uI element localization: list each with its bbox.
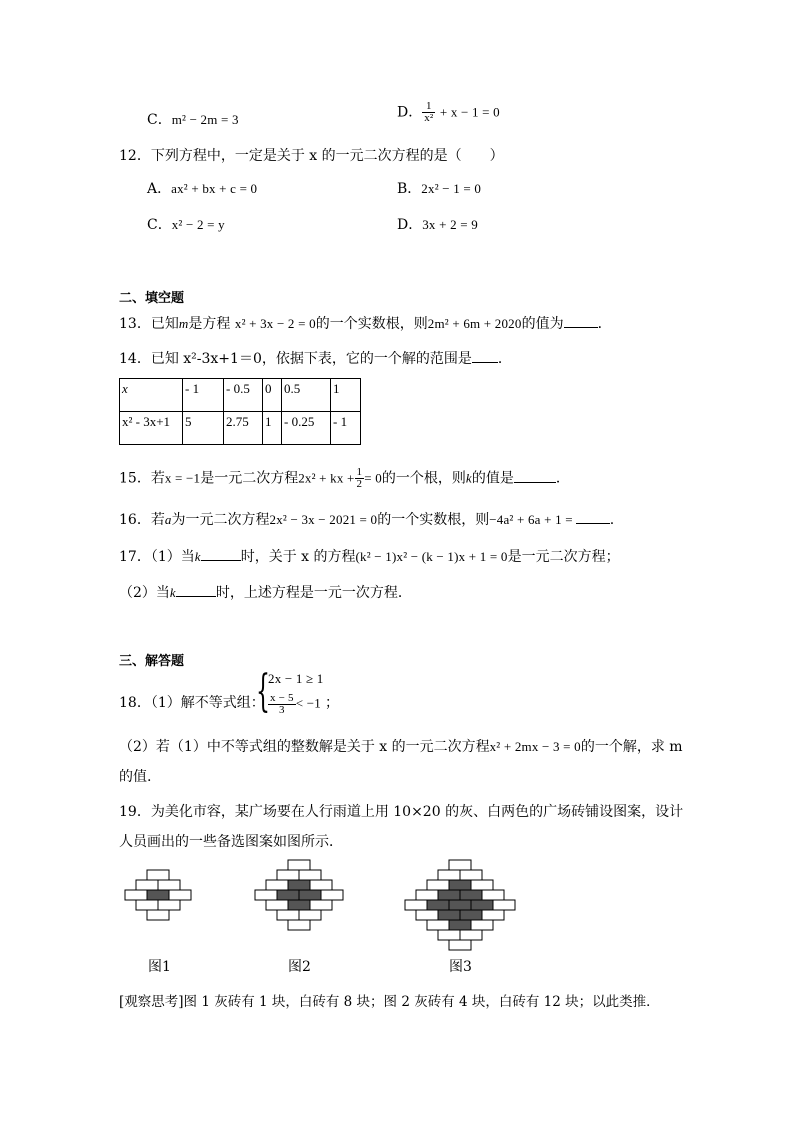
q14-text: 14．已知 x²-3x+1＝0，依据下表，它的一个解的范围是 — [119, 351, 472, 367]
white-tile — [125, 890, 147, 900]
q13 — [119, 313, 612, 333]
white-tile — [136, 900, 158, 910]
q14 — [119, 348, 512, 368]
q18-part2-line2: 的值. — [119, 769, 152, 785]
gray-tile — [288, 880, 310, 890]
white-tile — [416, 910, 438, 920]
q17-part2 — [119, 582, 412, 602]
q18-ineq2 — [268, 693, 321, 716]
q18-ineq2-fraction — [268, 693, 296, 716]
gray-tile — [460, 910, 482, 920]
q15-eq-b: = 0 — [364, 470, 382, 486]
table-cell: x — [120, 379, 183, 412]
q15-suffix: 的值是 — [471, 470, 514, 487]
q12-option-d — [397, 214, 478, 234]
white-tile — [299, 910, 321, 920]
q11-c-expr: m² − 2m = 3 — [171, 112, 239, 127]
white-tile — [438, 870, 460, 880]
white-tile — [405, 900, 427, 910]
q12-a-expr: ax² + bx + c = 0 — [171, 181, 258, 196]
q13-answer-blank[interactable] — [564, 315, 598, 328]
white-tile — [266, 900, 288, 910]
gray-tile — [449, 900, 471, 910]
q15-frac-den: 2 — [356, 478, 363, 490]
q14-answer-blank[interactable] — [472, 350, 498, 363]
q13-suffix: 的值为 — [521, 316, 564, 332]
table-row — [120, 379, 361, 412]
white-tile — [266, 880, 288, 890]
white-tile — [299, 870, 321, 880]
q11-d-rest: + x − 1 = 0 — [439, 104, 500, 120]
q12-c-expr: x² − 2 = y — [171, 217, 225, 232]
q12-b-expr: 2x² − 1 = 0 — [421, 181, 482, 196]
q17-blank-2[interactable] — [176, 584, 216, 597]
q11-d-label: D． — [397, 104, 423, 121]
q16-eq: 2x² − 3x − 2021 = 0 — [269, 512, 378, 527]
gray-tile — [449, 880, 471, 890]
figure-3-tiles — [405, 860, 515, 950]
q16-mid2: 的一个实数根，则 — [377, 512, 490, 528]
q12-option-a — [147, 178, 257, 198]
q18-ineq2-rest: < −1 — [295, 695, 321, 711]
q18-part2-suffix: 的一个解，求 m — [580, 739, 683, 755]
q17-line2-prefix: （2）当 — [119, 585, 170, 601]
q18-part2-eq: x² + 2mx − 3 = 0 — [489, 739, 581, 754]
gray-tile — [277, 890, 299, 900]
gray-tile — [471, 900, 493, 910]
q15-eq-a: 2x² + kx + — [298, 470, 355, 486]
q11-option-c — [147, 109, 239, 129]
white-tile — [147, 910, 169, 920]
q13-expr: 2m² + 6m + 2020 — [427, 316, 522, 331]
q19-tile-figures — [0, 858, 794, 978]
white-tile — [310, 900, 332, 910]
white-tile — [460, 930, 482, 940]
q11-d-fraction — [422, 101, 435, 124]
q15-mid2: 的一个根，则 — [381, 470, 466, 487]
gray-tile — [449, 920, 471, 930]
q15-mid: 是一元二次方程 — [200, 470, 299, 487]
white-tile — [288, 920, 310, 930]
white-tile — [482, 910, 504, 920]
white-tile — [449, 940, 471, 950]
white-tile — [416, 890, 438, 900]
white-tile — [277, 870, 299, 880]
q16 — [119, 509, 614, 529]
q12-option-c — [147, 214, 225, 234]
gray-tile — [427, 900, 449, 910]
white-tile — [169, 890, 191, 900]
white-tile — [147, 870, 169, 880]
q18-brace: { — [256, 666, 270, 717]
figure-1-tiles — [125, 870, 191, 920]
q17-eq: (k² − 1)x² − (k − 1)x + 1 = 0 — [355, 549, 508, 564]
q11-d-num: 1 — [422, 101, 435, 113]
figure-2-label: 图2 — [288, 959, 311, 975]
white-tile — [427, 880, 449, 890]
q18-ineq1: 2x − 1 ≥ 1 — [268, 671, 324, 686]
q19-observe: [观察思考]图 1 灰砖有 1 块，白砖有 8 块；图 2 灰砖有 4 块，白砖有 12 块；以此类推． — [119, 994, 660, 1010]
table-cell: 1 — [263, 412, 282, 445]
white-tile — [255, 890, 277, 900]
table-cell: 0.5 — [282, 379, 331, 412]
q15-cond: x = −1 — [164, 470, 201, 486]
q17-blank-1[interactable] — [201, 548, 241, 561]
q13-mid2: 的一个实数根，则 — [315, 316, 428, 332]
q15-fraction — [355, 467, 365, 490]
q18-part2-text: （2）若（1）中不等式组的整数解是关于 x 的一元二次方程 — [119, 739, 490, 755]
q14-value-table — [119, 378, 361, 445]
gray-tile — [438, 890, 460, 900]
q11-d-den: x² — [424, 112, 434, 124]
q16-prefix: 16．若 — [119, 512, 165, 528]
q12-option-b — [397, 178, 481, 198]
table-cell: 1 — [331, 379, 361, 412]
q16-mid: 为一元二次方程 — [171, 512, 270, 528]
q12-b-label: B． — [397, 181, 422, 197]
q13-mid: 是方程 — [188, 316, 231, 332]
q16-a: a — [164, 512, 172, 527]
white-tile — [321, 890, 343, 900]
q18-ineq2-num: x − 5 — [270, 692, 294, 704]
q11-c-label: C． — [147, 112, 172, 128]
figure-3-label: 图3 — [449, 959, 472, 975]
q16-end: . — [609, 512, 615, 528]
table-cell: 0 — [263, 379, 282, 412]
q12-c-label: C． — [147, 217, 172, 233]
q17-part1 — [119, 546, 620, 566]
white-tile — [277, 910, 299, 920]
white-tile — [493, 900, 515, 910]
q19-line2: 人员画出的一些备选图案如图所示． — [119, 834, 343, 850]
table-cell: 2.75 — [224, 412, 263, 445]
white-tile — [438, 930, 460, 940]
q17-line1-prefix: 17．（1）当 — [119, 549, 195, 565]
white-tile — [427, 920, 449, 930]
q12-a-label: A． — [147, 181, 172, 197]
table-cell: x² - 3x+1 — [120, 412, 183, 445]
white-tile — [136, 880, 158, 890]
table-cell: 5 — [183, 412, 224, 445]
q17-line1-suffix: 是一元二次方程； — [507, 549, 620, 565]
white-tile — [482, 890, 504, 900]
table-cell: - 1 — [331, 412, 361, 445]
q15-answer-blank[interactable] — [514, 470, 556, 483]
gray-tile — [438, 910, 460, 920]
q12-d-expr: 3x + 2 = 9 — [422, 217, 478, 232]
q15-prefix: 15．若 — [119, 470, 165, 487]
q18-part2 — [119, 736, 683, 756]
q17-k: k — [194, 549, 201, 564]
white-tile — [310, 880, 332, 890]
q19-line1: 19．为美化市容，某广场要在人行雨道上用 10×20 的灰、白两色的广场砖铺设图案，设计 — [119, 804, 684, 820]
q16-expr: −4a² + 6a + 1 = — [489, 512, 573, 527]
q17-line1-mid: 时，关于 x 的方程 — [240, 549, 356, 565]
gray-tile — [147, 890, 169, 900]
table-cell: - 0.5 — [224, 379, 263, 412]
white-tile — [460, 870, 482, 880]
q13-eq: x² + 3x − 2 = 0 — [234, 316, 316, 331]
gray-tile — [460, 890, 482, 900]
section-title-answer: 三、解答题 — [119, 654, 185, 669]
white-tile — [288, 860, 310, 870]
q11-option-d — [397, 101, 500, 124]
q15 — [119, 467, 570, 490]
q12-d-label: D． — [397, 217, 423, 233]
gray-tile — [288, 900, 310, 910]
white-tile — [158, 880, 180, 890]
gray-tile — [299, 890, 321, 900]
q18-ineq2-den: 3 — [279, 704, 285, 716]
q14-end: ． — [497, 351, 512, 367]
white-tile — [471, 880, 493, 890]
figure-1-label: 图1 — [148, 959, 171, 975]
q17-k2: k — [169, 585, 176, 600]
q18-semicolon: ； — [325, 695, 339, 711]
white-tile — [158, 900, 180, 910]
q15-end: ． — [555, 470, 570, 487]
q13-prefix: 13．已知 — [119, 316, 179, 332]
q13-m: m — [178, 316, 189, 331]
white-tile — [471, 920, 493, 930]
q12-stem: 12．下列方程中，一定是关于 x 的一元二次方程的是（ ） — [119, 148, 504, 164]
q18-prefix: 18．（1）解不等式组： — [119, 695, 265, 711]
section-title-fill-blank: 二、填空题 — [119, 291, 185, 306]
q16-answer-blank[interactable] — [576, 511, 610, 524]
q15-frac-num: 1 — [356, 466, 363, 478]
q17-line2-suffix: 时，上述方程是一元一次方程． — [215, 585, 412, 601]
white-tile — [449, 860, 471, 870]
table-cell: - 0.25 — [282, 412, 331, 445]
q15-k: k — [465, 470, 472, 486]
table-row — [120, 412, 361, 445]
table-cell: - 1 — [183, 379, 224, 412]
q13-end: ． — [597, 316, 612, 332]
figure-2-tiles — [255, 860, 343, 930]
